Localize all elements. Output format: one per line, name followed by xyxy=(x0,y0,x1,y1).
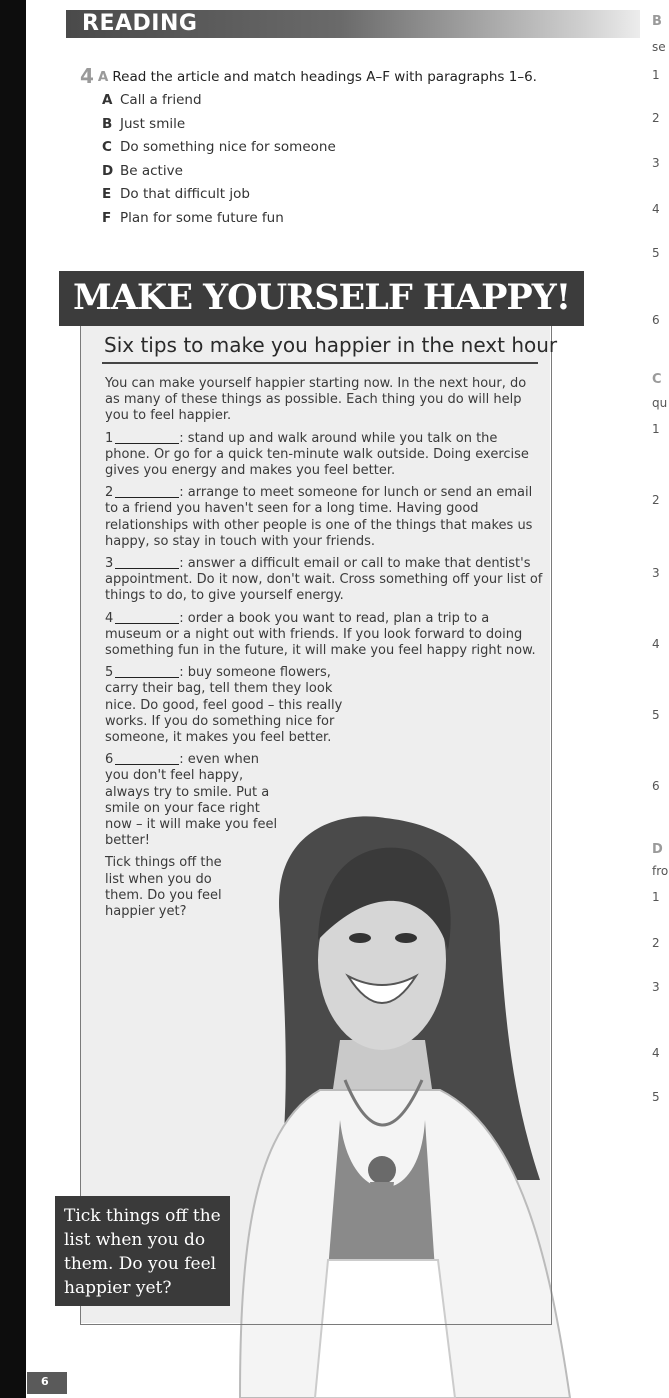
heading-letter: B xyxy=(102,115,113,132)
exercise-letter: A xyxy=(97,69,109,85)
exercise-instruction xyxy=(80,64,537,88)
answer-blank[interactable] xyxy=(115,485,179,498)
paragraph-4 xyxy=(105,611,545,660)
article-body xyxy=(105,376,545,926)
heading-letter: E xyxy=(102,186,112,203)
heading-letter: A xyxy=(102,92,113,108)
item-number: 4 xyxy=(652,202,660,216)
paragraph-number: 6 xyxy=(105,752,114,768)
intro-paragraph: You can make yourself happier starting now. In the next hour, do as many of these things as possible. Each thing you do will help you to feel happier. xyxy=(105,376,527,424)
heading-letter: F xyxy=(102,209,112,226)
callout-text: Tick things off the list when you do them. Do you feel happier yet? xyxy=(64,1206,221,1298)
callout-box xyxy=(55,1196,230,1306)
paragraph-number: 1 xyxy=(105,430,114,446)
section-word: fro xyxy=(652,864,669,878)
heading-item xyxy=(102,210,336,234)
section-word: se xyxy=(652,40,666,54)
heading-item xyxy=(102,116,336,140)
paragraph-number: 3 xyxy=(105,556,114,572)
item-number: 3 xyxy=(652,980,660,994)
page-number: 6 xyxy=(41,1375,49,1388)
paragraph-text: : order a book you want to read, plan a trip to a museum or a night out with friends. If you look forward to doing something fun in the future, it will make you feel happy right now. xyxy=(105,610,536,659)
item-number: 4 xyxy=(652,1046,660,1060)
paragraph-number: 4 xyxy=(105,610,114,626)
paragraph-5 xyxy=(105,665,355,746)
heading-text: Plan for some future fun xyxy=(120,209,284,226)
item-number: 5 xyxy=(652,1090,660,1104)
item-number: 1 xyxy=(652,422,660,436)
paragraph-1 xyxy=(105,431,545,480)
item-number: 2 xyxy=(652,493,660,507)
article-subtitle: Six tips to make you happier in the next hour xyxy=(104,333,558,357)
paragraph-3 xyxy=(105,556,545,605)
item-number: 4 xyxy=(652,637,660,651)
left-page-edge xyxy=(0,0,26,1398)
paragraph-6 xyxy=(105,752,283,849)
answer-blank[interactable] xyxy=(115,752,179,765)
answer-blank[interactable] xyxy=(115,665,179,678)
item-number: 2 xyxy=(652,936,660,950)
outro-paragraph: Tick things off the list when you do them. Do you feel happier yet? xyxy=(105,855,222,920)
heading-letter: D xyxy=(102,162,114,179)
section-letter: C xyxy=(652,372,662,387)
heading-text: Be active xyxy=(120,162,183,179)
heading-text: Just smile xyxy=(120,115,186,132)
section-title: READING xyxy=(82,11,198,36)
item-number: 5 xyxy=(652,708,660,722)
exercise-number: 4 xyxy=(80,64,94,88)
item-number: 6 xyxy=(652,313,660,327)
item-number: 1 xyxy=(652,68,660,82)
instruction-text: Read the article and match headings A–F with paragraphs 1–6. xyxy=(112,69,537,85)
heading-item xyxy=(102,186,336,210)
item-number: 5 xyxy=(652,246,660,260)
item-number: 2 xyxy=(652,111,660,125)
article-title-banner xyxy=(59,271,584,326)
paragraph-text: : buy someone flowers, carry their bag, tell them they look nice. Do good, feel good – this really works. If you do something nice for someone, it makes you feel better. xyxy=(105,665,343,746)
item-number: 3 xyxy=(652,566,660,580)
heading-text: Call a friend xyxy=(120,92,202,108)
paragraph-number: 5 xyxy=(105,665,114,681)
heading-letter: C xyxy=(102,139,112,156)
answer-blank[interactable] xyxy=(115,611,179,624)
heading-item xyxy=(102,139,336,163)
item-number: 6 xyxy=(652,779,660,793)
right-page-column xyxy=(640,0,669,1398)
page-number-tab xyxy=(27,1372,67,1394)
paragraph-text: : even when you don't feel happy, always try to smile. Put a smile on your face right now – it will make you feel better! xyxy=(105,752,278,849)
paragraph-text: : arrange to meet someone for lunch or send an email to a friend you haven't seen for a long time. Having good relationships with other people is one of the things that makes us happy, so stay in touch with your friends. xyxy=(105,485,533,549)
subtitle-divider xyxy=(102,362,538,364)
item-number: 1 xyxy=(652,890,660,904)
section-letter: D xyxy=(652,842,663,857)
section-letter: B xyxy=(652,14,662,29)
paragraph-text: : answer a difficult email or call to make that dentist's appointment. Do it now, don't wait. Cross something off your list of things to do, to give yourself energy. xyxy=(105,556,543,604)
paragraph-text: : stand up and walk around while you talk on the phone. Or go for a quick ten-minute walk outside. Doing exercise gives you energy and makes you feel better. xyxy=(105,430,529,479)
heading-text: Do that difficult job xyxy=(120,186,250,203)
heading-item xyxy=(102,92,336,116)
heading-text: Do something nice for someone xyxy=(120,139,336,156)
section-header-bar xyxy=(66,10,669,38)
paragraph-number: 2 xyxy=(105,485,114,501)
headings-list xyxy=(102,92,336,234)
paragraph-2 xyxy=(105,485,545,550)
answer-blank[interactable] xyxy=(115,556,179,569)
heading-item xyxy=(102,163,336,187)
item-number: 3 xyxy=(652,156,660,170)
article-title: MAKE YOURSELF HAPPY! xyxy=(73,277,571,318)
answer-blank[interactable] xyxy=(115,431,179,444)
section-word: qu xyxy=(652,396,668,410)
